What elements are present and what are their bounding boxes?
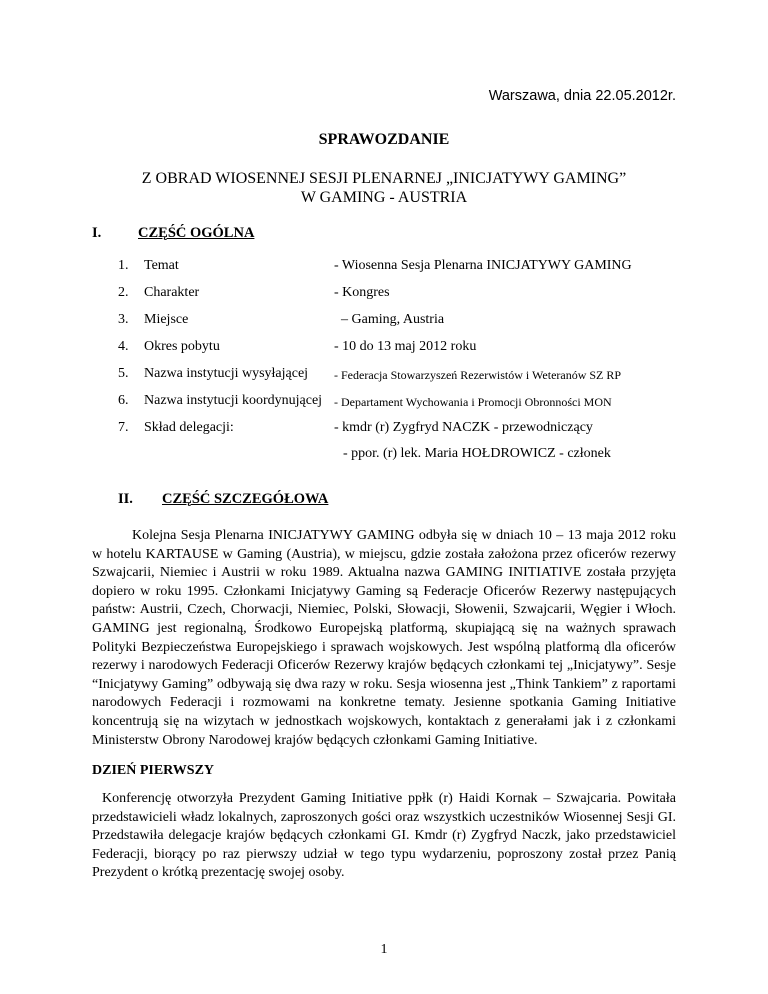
item-label: Miejsce [144,312,189,327]
section-2-paragraph: Kolejna Sesja Plenarna INICJATYWY GAMING odbyła się w dniach 10 – 13 maja 2012 roku w hotelu KARTAUSE w Gaming (Austria), w miejscu, gdzie została założona przez oficerów rezerwy Szwajcarii, Niemiec i Austrii w roku 1989. Aktualna nazwa GAMING INITIATIVE została przyjęta dopiero w roku 1995. Członkami Inicjatywy Gaming są Federacje Oficerów Rezerwy następujących państw: Austrii, Czech, Chorwacji, Niemiec, Polski, Słowacji, Słowenii, Szwajcarii, Węgier i Włoch. GAMING jest regionalną, Środkowo Europejską platformą, skupiającą się na ważnych sprawach Polityki Bezpieczeństwa Europejskiego i sprawach wojskowych. Jest wspólną platformą dla oficerów rezerwy i narodowych Federacji Oficerów Rezerwy krajów będących członkami tej „Inicjatywy”. Sesje “Inicjatywy Gaming” odbywają się dwa razy w roku. Sesja wiosenna jest „Think Tankiem” z raportami narodowych Federacji i rozmowami na konkretne tematy. Jesienne spotkania Gaming Initiative koncentrują się na wizytach w jednostkach wojskowych, kontaktach z generałami jak i z członkami Ministerstw Obrony Narodowej krajów będących członkami Gaming Initiative. [92,528,676,748]
item-value: - Wiosenna Sesja Plenarna INICJATYWY GAMING [334,258,632,273]
subtitle-line-2: W GAMING - AUSTRIA [300,189,468,206]
document-title: SPRAWOZDANIE [318,131,450,148]
item-value: – Gaming, Austria [341,312,445,327]
item-number: 7. [118,420,129,435]
item-number: 5. [118,366,129,381]
section-1-number: I. [92,225,102,241]
general-info-list [118,0,718,380]
item-label: Temat [144,258,179,273]
item-number: 3. [118,312,129,327]
section-1-heading: CZĘŚĆ OGÓLNA [138,225,255,241]
subtitle-line-1: Z OBRAD WIOSENNEJ SESJI PLENARNEJ „INICJATYWY GAMING” [141,170,627,187]
item-number: 1. [118,258,129,273]
item-label: Nazwa instytucji koordynującej [144,393,323,408]
section-2-number: II. [118,491,133,507]
item-value: - 10 do 13 maj 2012 roku [334,339,477,354]
item-label: Okres pobytu [144,339,220,354]
item-label: Charakter [144,285,200,300]
item-number: 2. [118,285,129,300]
item-value: - kmdr (r) Zygfryd NACZK - przewodniczący [334,420,593,435]
item-label: Nazwa instytucji wysyłającej [144,366,309,381]
item-value: - Kongres [334,285,390,300]
delegation-member-2: - ppor. (r) lek. Maria HOŁDROWICZ - członek [343,446,611,461]
day-1-paragraph: Konferencję otworzyła Prezydent Gaming Initiative ppłk (r) Haidi Kornak – Szwajcaria. Powitała przedstawicieli władz lokalnych, zaproszonych gości oraz wszystkich uczestników Wiosennej Sesji GI. Przedstawiła delegacje krajów będących członkami GI. Kmdr (r) Zygfryd Naczk, jako przedstawiciel Federacji, biorący po raz pierwszy udział w tego typu wydarzeniu, poproszony został przez Panią Prezydent o krótką prezentację swojej osoby. [92,791,676,881]
section-2-heading: CZĘŚĆ SZCZEGÓŁOWA [162,491,329,507]
day-1-heading: DZIEŃ PIERWSZY [92,763,215,778]
item-value: - Departament Wychowania i Promocji Obronności MON [334,395,612,409]
item-label: Skład delegacji: [144,420,234,435]
item-number: 6. [118,393,129,408]
page-number: 1 [380,942,388,957]
item-number: 4. [118,339,129,354]
place-date: Warszawa, dnia 22.05.2012r. [488,88,676,104]
item-value: - Federacja Stowarzyszeń Rezerwistów i Weteranów SZ RP [334,368,622,382]
